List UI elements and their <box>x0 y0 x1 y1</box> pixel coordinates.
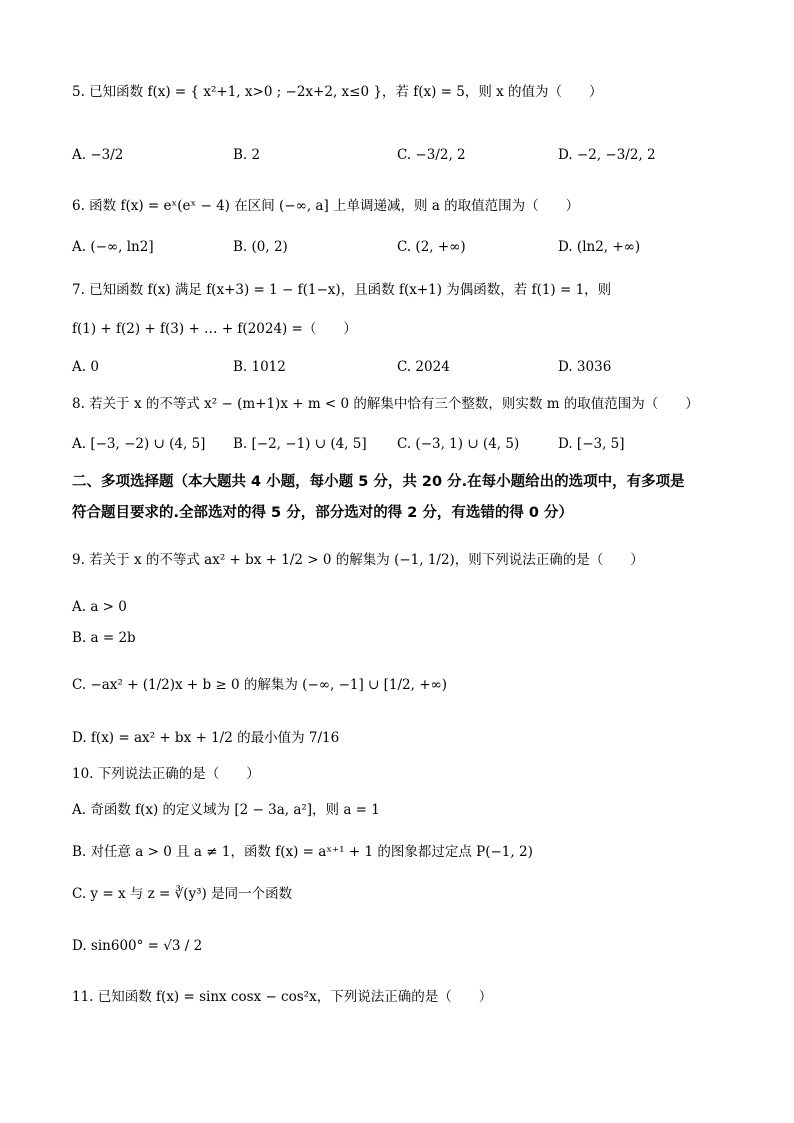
question-7-stem: 7. 已知函数 f(x) 满足 f(x+3) = 1 − f(1−x)，且函数 f(x+1) 为偶函数，若 f(1) = 1，则 <box>72 282 612 298</box>
question-8-stem: 8. 若关于 x 的不等式 x² − (m+1)x + m < 0 的解集中恰有三个整数，则实数 m 的取值范围为（ ） <box>72 396 699 412</box>
question-5-option-c: C. −3/2, 2 <box>397 147 466 163</box>
question-5-option-d: D. −2, −3/2, 2 <box>558 147 656 163</box>
question-6-option-a: A. (−∞, ln2] <box>72 239 154 255</box>
question-10-stem: 10. 下列说法正确的是（ ） <box>72 766 260 782</box>
question-9-option-a: A. a > 0 <box>72 599 127 615</box>
question-7-option-d: D. 3036 <box>558 359 612 375</box>
question-6-option-c: C. (2, +∞) <box>397 239 466 255</box>
question-11-stem: 11. 已知函数 f(x) = sinx cosx − cos²x，下列说法正确的是（ ） <box>72 989 493 1005</box>
question-8-option-b: B. [−2, −1) ∪ (4, 5] <box>233 436 367 452</box>
question-5-stem: 5. 已知函数 f(x) = { x²+1, x>0 ; −2x+2, x≤0 }，若 f(x) = 5，则 x 的值为（ ） <box>72 84 603 100</box>
question-9-stem: 9. 若关于 x 的不等式 ax² + bx + 1/2 > 0 的解集为 (−1, 1/2)，则下列说法正确的是（ ） <box>72 552 644 568</box>
question-7-option-c: C. 2024 <box>397 359 450 375</box>
section-2-heading-line-1: 二、多项选择题（本大题共 4 小题，每小题 5 分，共 20 分.在每小题给出的选项中，有多项是 <box>72 474 685 490</box>
question-6-stem: 6. 函数 f(x) = eˣ(eˣ − 4) 在区间 (−∞, a] 上单调递减，则 a 的取值范围为（ ） <box>72 198 580 214</box>
question-9-option-b: B. a = 2b <box>72 630 136 646</box>
question-6-option-b: B. (0, 2) <box>233 239 288 255</box>
question-9-option-d: D. f(x) = ax² + bx + 1/2 的最小值为 7/16 <box>72 730 340 746</box>
question-7-option-a: A. 0 <box>72 359 99 375</box>
question-5-option-b: B. 2 <box>233 147 261 163</box>
question-8-option-c: C. (−3, 1) ∪ (4, 5) <box>397 436 520 452</box>
question-9-option-c: C. −ax² + (1/2)x + b ≥ 0 的解集为 (−∞, −1] ∪ [1/2, +∞) <box>72 677 448 693</box>
question-10-option-c: C. y = x 与 z = ∛(y³) 是同一个函数 <box>72 886 293 902</box>
question-6-option-d: D. (ln2, +∞) <box>558 239 641 255</box>
question-7-stem-continued: f(1) + f(2) + f(3) + … + f(2024) =（ ） <box>72 321 357 337</box>
question-10-option-b: B. 对任意 a > 0 且 a ≠ 1，函数 f(x) = aˣ⁺¹ + 1 的图象都过定点 P(−1, 2) <box>72 844 533 860</box>
question-10-option-d: D. sin600° = √3 / 2 <box>72 938 203 954</box>
question-7-option-b: B. 1012 <box>233 359 286 375</box>
question-8-option-d: D. [−3, 5] <box>558 436 625 452</box>
section-2-heading-line-2: 符合题目要求的.全部选对的得 5 分，部分选对的得 2 分，有选错的得 0 分） <box>72 505 574 521</box>
question-5-option-a: A. −3/2 <box>72 147 124 163</box>
question-10-option-a: A. 奇函数 f(x) 的定义域为 [2 − 3a, a²]，则 a = 1 <box>72 802 380 818</box>
question-8-option-a: A. [−3, −2) ∪ (4, 5] <box>72 436 206 452</box>
